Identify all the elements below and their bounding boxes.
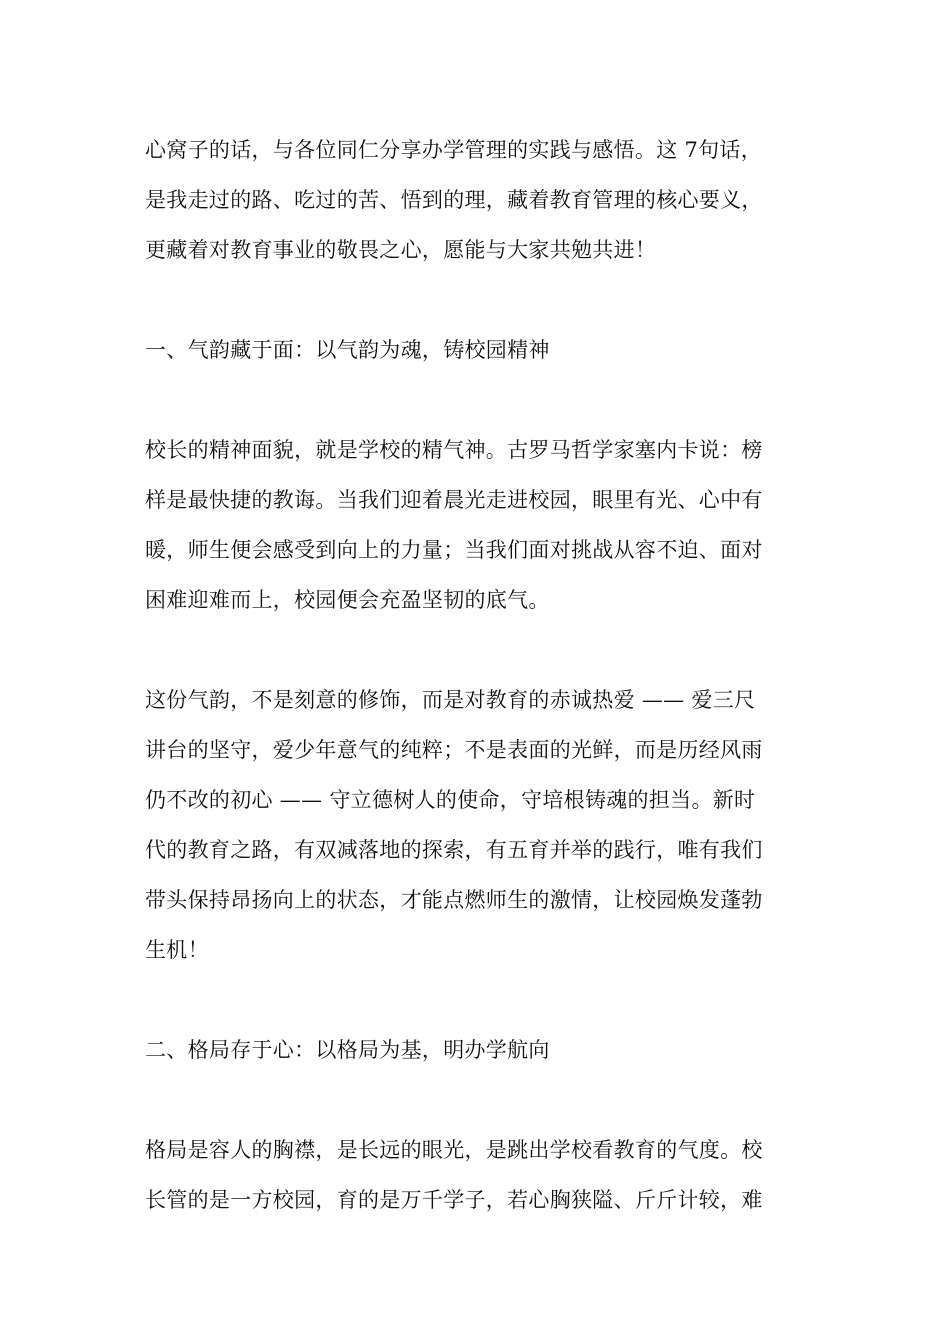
paragraph-line: 困难迎难而上，校园便会充盈坚韧的底气。 [145, 588, 550, 612]
paragraph-line: 样是最快捷的教诲。当我们迎着晨光走进校园，眼里有光、心中有 [145, 488, 763, 512]
paragraph-line: 代的教育之路，有双减落地的探索，有五育并举的践行，唯有我们 [145, 838, 763, 862]
paragraph-line: 这份气韵，不是刻意的修饰，而是对教育的赤诚热爱 —— 爱三尺 [145, 688, 756, 712]
section-heading: 二、格局存于心：以格局为基，明办学航向 [145, 1038, 550, 1062]
paragraph-line: 格局是容人的胸襟，是长远的眼光，是跳出学校看教育的气度。校 [145, 1138, 763, 1162]
paragraph-line: 长管的是一方校园，育的是万千学子，若心胸狭隘、斤斤计较，难 [145, 1188, 763, 1212]
paragraph-line: 校长的精神面貌，就是学校的精气神。古罗马哲学家塞内卡说：榜 [145, 438, 763, 462]
paragraph-line: 生机！ [145, 938, 209, 962]
paragraph-line: 心窝子的话，与各位同仁分享办学管理的实践与感悟。这 7句话， [145, 138, 763, 162]
paragraph-line: 讲台的坚守，爱少年意气的纯粹；不是表面的光鲜，而是历经风雨 [145, 738, 763, 762]
paragraph-line: 是我走过的路、吃过的苦、悟到的理，藏着教育管理的核心要义， [145, 188, 763, 212]
paragraph-line: 暖，师生便会感受到向上的力量；当我们面对挑战从容不迫、面对 [145, 538, 763, 562]
paragraph-line: 仍不改的初心 —— 守立德树人的使命，守培根铸魂的担当。新时 [145, 788, 756, 812]
section-heading: 一、气韵藏于面：以气韵为魂，铸校园精神 [145, 338, 550, 362]
paragraph-line: 带头保持昂扬向上的状态，才能点燃师生的激情，让校园焕发蓬勃 [145, 888, 763, 912]
paragraph-line: 更藏着对教育事业的敬畏之心，愿能与大家共勉共进！ [145, 238, 657, 262]
